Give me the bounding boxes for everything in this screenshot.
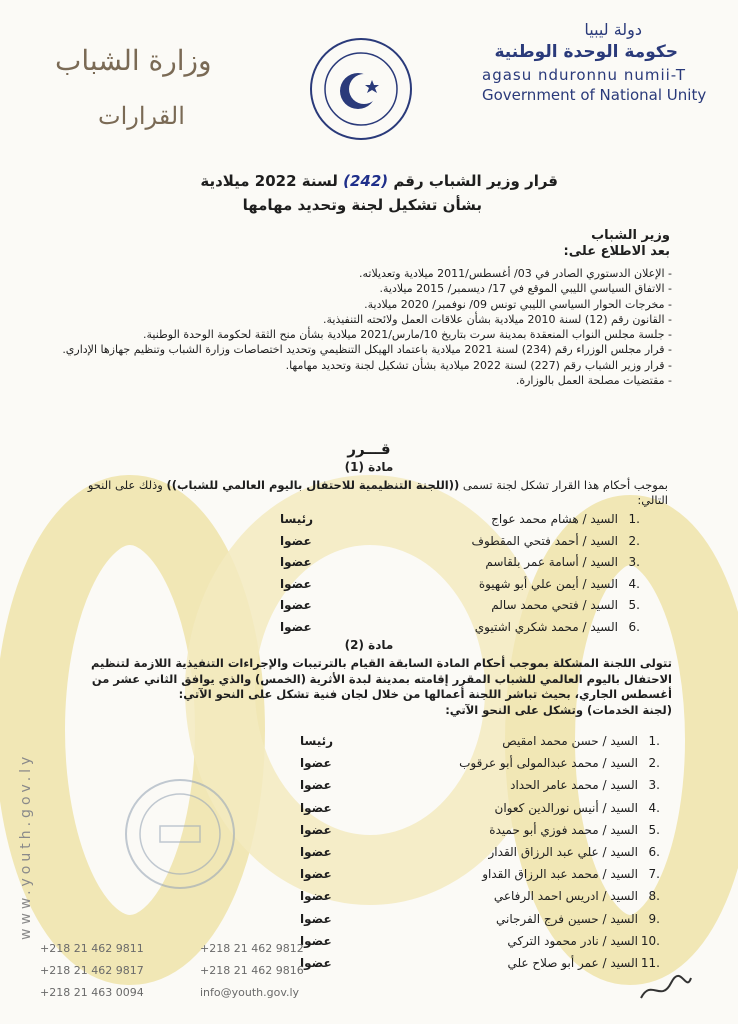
article-1-text-start: بموجب أحكام هذا القرار تشكل لجنة تسمى bbox=[462, 478, 668, 492]
phone-number: +218 21 462 9816 bbox=[200, 964, 304, 977]
article-2-text-end: والذي يوافق الثاني عشر من أغسطس الجاري، بحيث تباشر اللجنة أعمالها من خلال لجان فنية تشكل على النحو الآتي: bbox=[91, 671, 672, 701]
member-number: 6. bbox=[648, 844, 660, 859]
decision-number: (242) bbox=[343, 172, 389, 190]
member-role: عضوا bbox=[300, 756, 332, 771]
article-1-heading: مادة (1) bbox=[344, 460, 394, 474]
ministry-name: وزارة الشباب bbox=[55, 44, 212, 77]
phone-number: +218 21 462 9817 bbox=[40, 964, 144, 977]
reference-item: - القانون رقم (12) لسنة 2010 ميلادية بشأن علاقات العمل ولائحته التنفيذية. bbox=[322, 312, 672, 326]
phone-number: +218 21 462 9811 bbox=[40, 942, 144, 955]
member-number: 4. bbox=[648, 800, 660, 815]
list-item bbox=[300, 889, 660, 911]
member-number: 3. bbox=[648, 778, 660, 793]
title-suffix: لسنة 2022 ميلادية bbox=[200, 172, 338, 190]
list-item bbox=[300, 756, 660, 778]
committee-name: ((اللجنة التنظيمية للاحتفال باليوم العالمي للشباب)) bbox=[166, 478, 460, 492]
title-prefix: قرار وزير الشباب رقم bbox=[393, 172, 558, 190]
member-role: عضوا bbox=[300, 844, 332, 859]
reference-item: - جلسة مجلس النواب المنعقدة بمدينة سرت بتاريخ 10/مارس/2021 ميلادية بشأن منح الثقة لحكومة الوحدة الوطنية. bbox=[142, 328, 672, 342]
list-item bbox=[300, 934, 660, 956]
list-item bbox=[300, 734, 660, 756]
decided-heading: قـــرر bbox=[347, 440, 391, 458]
member-role: عضوا bbox=[300, 778, 332, 793]
references-list bbox=[60, 266, 672, 388]
committee-members-list bbox=[280, 512, 640, 642]
list-item bbox=[280, 555, 640, 577]
member-role: عضوا bbox=[300, 911, 332, 926]
government-name-amazigh: agasu nduronnu numii-T bbox=[482, 66, 686, 84]
member-role: عضوا bbox=[280, 576, 312, 591]
member-number: 4. bbox=[628, 576, 640, 591]
member-role: عضوا bbox=[300, 800, 332, 815]
location-name: (الخمس) bbox=[254, 671, 306, 686]
member-number: 2. bbox=[628, 533, 640, 548]
member-name: السيد / حسن محمد امقيص bbox=[502, 734, 638, 748]
list-item bbox=[280, 534, 640, 556]
member-number: 8. bbox=[648, 889, 660, 904]
member-name: السيد / أنيس نورالدين كعوان bbox=[494, 800, 638, 815]
article-2-text bbox=[52, 656, 672, 718]
services-committee-list bbox=[300, 734, 660, 978]
list-item bbox=[280, 512, 640, 534]
member-name: السيد / ادريس احمد الرفاعي bbox=[493, 889, 638, 904]
reference-item: - مقتضيات مصلحة العمل بالوزارة. bbox=[515, 374, 672, 388]
phone-number: +218 21 463 0094 bbox=[40, 986, 144, 999]
member-name: السيد / فتحي محمد سالم bbox=[491, 598, 618, 613]
website-url[interactable]: www.youth.gov.ly bbox=[18, 752, 34, 940]
list-item bbox=[300, 801, 660, 823]
email-address[interactable]: info@youth.gov.ly bbox=[200, 986, 300, 999]
member-name: السيد / هشام محمد عواج bbox=[491, 512, 618, 526]
signature-icon bbox=[636, 968, 696, 1008]
member-role: عضوا bbox=[280, 619, 312, 634]
state-name: دولة ليبيا bbox=[584, 20, 642, 39]
member-name: السيد / حسين فرج الفرجاني bbox=[496, 911, 638, 926]
member-number: 9. bbox=[648, 911, 660, 926]
government-name-arabic: حكومة الوحدة الوطنية bbox=[494, 42, 678, 62]
member-name: السيد / نادر محمود التركي bbox=[507, 933, 638, 948]
member-number: 5. bbox=[628, 598, 640, 613]
reference-item: - الاتفاق السياسي الليبي الموقع في 17/ ديسمبر/ 2015 ميلادية. bbox=[379, 282, 672, 296]
member-role: عضوا bbox=[280, 598, 312, 613]
member-name: السيد / محمد فوزي أبو حميدة bbox=[489, 822, 638, 837]
ministry-stamp-icon bbox=[120, 774, 240, 894]
reference-item: - مخرجات الحوار السياسي الليبي تونس 09/ نوفمبر/ 2020 ميلادية. bbox=[364, 297, 672, 311]
member-role: عضوا bbox=[300, 933, 332, 948]
member-role: عضوا bbox=[300, 867, 332, 882]
after-review-label: بعد الاطلاع على: bbox=[563, 244, 670, 259]
government-name-english: Government of National Unity bbox=[482, 86, 707, 104]
member-number: 6. bbox=[628, 619, 640, 634]
member-name: السيد / عمر أبو صلاح علي bbox=[507, 955, 638, 970]
list-item bbox=[300, 778, 660, 800]
phone-number: +218 21 462 9812 bbox=[200, 942, 304, 955]
article-2-text-start: تتولى اللجنة المشكلة بموجب أحكام المادة السابقة القيام بالترتيبات والإجراءات التنفيذية اللازمة لتنظيم الاحتفال باليوم العالمي للشباب المقرر إقامته بمدينة لبدة الأثرية bbox=[90, 656, 672, 686]
member-number: 1. bbox=[628, 512, 640, 526]
list-item bbox=[280, 577, 640, 599]
reference-item: - قرار وزير الشباب رقم (227) لسنة 2022 ميلادية بشأن تشكيل لجنة وتحديد مهامها. bbox=[285, 358, 672, 372]
member-number: 10. bbox=[640, 933, 660, 948]
member-number: 3. bbox=[628, 555, 640, 570]
issuer-label: وزير الشباب bbox=[591, 228, 670, 243]
member-role: عضوا bbox=[300, 822, 332, 837]
member-number: 1. bbox=[648, 734, 660, 748]
decisions-label: القرارات bbox=[98, 102, 185, 130]
member-name: السيد / محمد عبدالمولى أبو عرقوب bbox=[459, 756, 638, 771]
member-name: السيد / علي عبد الرزاق القدار bbox=[488, 844, 638, 859]
list-item bbox=[300, 823, 660, 845]
article-2-heading: مادة (2) bbox=[344, 638, 394, 652]
article-1-text bbox=[68, 478, 668, 508]
member-number: 5. bbox=[648, 822, 660, 837]
member-role: عضوا bbox=[300, 889, 332, 904]
member-role: عضوا bbox=[300, 955, 332, 970]
subcommittee-title: (لجنة الخدمات) وتشكل على النحو الآتي: bbox=[445, 702, 672, 717]
member-name: السيد / أحمد فتحي المقطوف bbox=[471, 533, 618, 548]
member-role: رئيسا bbox=[280, 512, 314, 526]
member-name: السيد / أيمن علي أبو شهيوة bbox=[478, 576, 618, 591]
reference-item: - قرار مجلس الوزراء رقم (234) لسنة 2021 ميلادية باعتماد الهيكل التنظيمي وتحديد اختصاصات وزارة الشباب وتنظيم جهازها الإداري. bbox=[62, 343, 672, 357]
member-number: 11. bbox=[640, 955, 660, 970]
list-item bbox=[300, 867, 660, 889]
list-item bbox=[300, 956, 660, 978]
member-role: رئيسا bbox=[300, 734, 334, 748]
member-role: عضوا bbox=[280, 555, 312, 570]
member-name: السيد / محمد شكري اشتيوي bbox=[474, 619, 618, 634]
decision-subject: بشأن تشكيل لجنة وتحديد مهامها bbox=[242, 196, 482, 214]
list-item bbox=[280, 598, 640, 620]
decision-title bbox=[200, 172, 558, 190]
libya-emblem-icon bbox=[306, 34, 416, 144]
member-name: السيد / أسامة عمر بلقاسم bbox=[485, 555, 618, 570]
reference-item: - الإعلان الدستوري الصادر في 03/ أغسطس/2011 ميلادية وتعديلاته. bbox=[359, 267, 672, 280]
member-number: 7. bbox=[648, 867, 660, 882]
member-number: 2. bbox=[648, 756, 660, 771]
letterhead bbox=[0, 0, 738, 150]
list-item bbox=[300, 845, 660, 867]
member-role: عضوا bbox=[280, 533, 312, 548]
article-1-text-end: وذلك على النحو التالي: bbox=[87, 478, 668, 507]
member-name: السيد / محمد عامر الحداد bbox=[510, 778, 638, 793]
member-name: السيد / محمد عبد الرزاق القداو bbox=[482, 867, 638, 882]
list-item bbox=[300, 912, 660, 934]
